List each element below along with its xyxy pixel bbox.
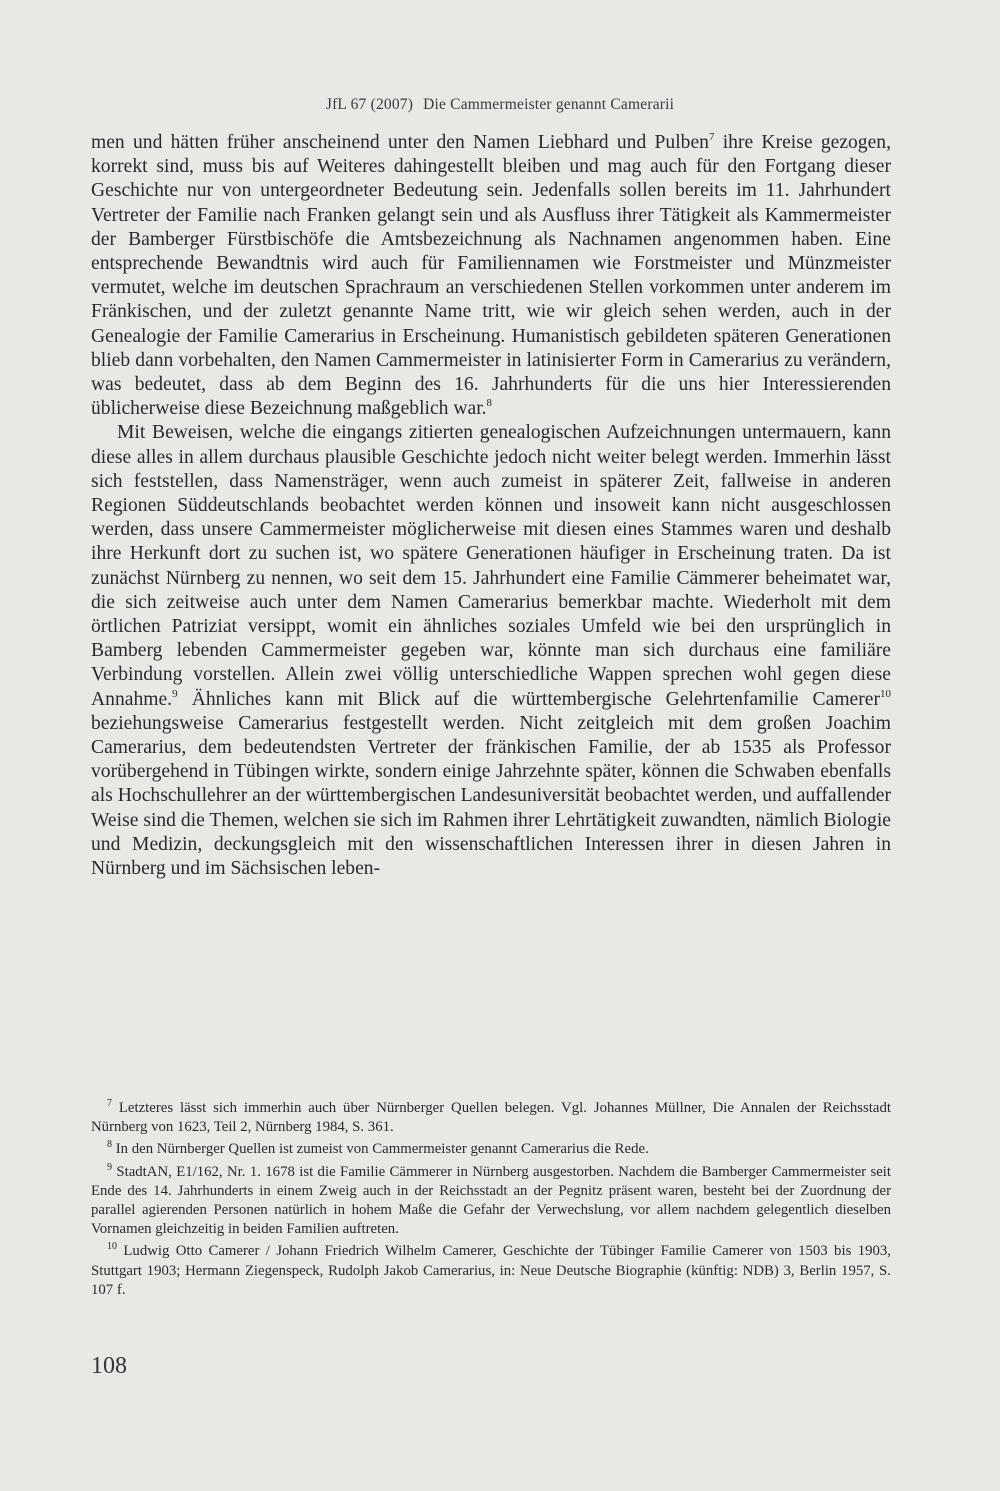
paragraph-1 xyxy=(91,131,891,421)
footnote-number: 9 xyxy=(107,1161,112,1173)
footnote-9 xyxy=(91,1163,891,1240)
footnote-ref-9: 9 xyxy=(172,687,178,700)
footnotes xyxy=(91,1099,891,1303)
body-text xyxy=(91,131,891,881)
footnote-text: In den Nürnberger Quellen ist zumeist von Cammermeister genannt Camerarius die Rede. xyxy=(112,1141,649,1158)
footnote-ref-8: 8 xyxy=(486,397,493,410)
footnote-number: 10 xyxy=(107,1241,117,1253)
page-number: 108 xyxy=(91,1353,127,1379)
footnote-text: Ludwig Otto Camerer / Johann Friedrich Wilhelm Camerer, Geschichte der Tübinger Familie Camerer von 1503 bis 1903, Stuttgart 1903; Hermann Ziegenspeck, Rudolph Jakob Camerarius, in: Neue Deutsche Biographie (künftig: NDB) 3, Berlin 1957, S. 107 f. xyxy=(91,1243,891,1298)
footnote-text: Letzteres lässt sich immerhin auch über Nürnberger Quellen belegen. Vgl. Johannes Müllner, Die Annalen der Reichsstadt Nürnberg von 1623, Teil 2, Nürnberg 1984, S. 361. xyxy=(91,1100,891,1136)
footnote-10 xyxy=(91,1242,891,1300)
paragraph-2-text-c: beziehungsweise Camerarius festgestellt werden. Nicht zeitgleich mit dem großen Joachim Camerarius, dem bedeutendsten Vertreter der fränkischen Familie, der ab 1535 als Professor vorübergehend in Tübingen wirkte, sondern einige Jahrzehnte später, können die Schwaben ebenfalls als Hochschullehrer an der württembergischen Landesuniversität beobachtet werden, und auffallender Weise sind die Themen, welchen sie sich im Rahmen ihrer Lehrtätigkeit zuwandten, nämlich Biologie und Medizin, deckungsgleich mit den wissenschaftlichen Interessen ihrer in diesen Jahren in Nürnberg und im Sächsischen leben- xyxy=(91,712,891,880)
paragraph-2-text-b: Ähnliches kann mit Blick auf die württembergische Gelehrtenfamilie Camerer xyxy=(177,688,880,710)
footnote-text: StadtAN, E1/162, Nr. 1. 1678 ist die Familie Cämmerer in Nürnberg ausgestorben. Nachdem die Bamberger Cammermeister seit Ende des 14. Jahrhunderts in einem Zweig auch in der Reichsstadt an der Pegnitz präsent waren, besteht bei der Zuordnung der parallel agierenden Personen natürlich in hohem Maße die Gefahr der Verwechslung, vor allem nachdem gelegentlich dieselben Vornamen gleichzeitig in beiden Familien auftreten. xyxy=(91,1163,891,1238)
paragraph-1-text-b: ihre Kreise gezogen, korrekt sind, muss bis auf Weiteres dahingestellt bleiben und mag auch für den Fortgang dieser Geschichte nur von untergeordneter Bedeutung sein. Jedenfalls sollen bereits im 11. Jahrhundert Vertreter der Familie nach Franken gelangt sein und als Ausfluss ihrer Tätigkeit als Kammermeister der Bamberger Fürstbischöfe die Amtsbezeichnung als Nachnamen angenommen haben. Eine entsprechende Bewandtnis wird auch für Familiennamen wie Forstmeister und Münzmeister vermutet, welche im deutschen Sprachraum an verschiedenen Stellen vorkommen unter anderem im Fränkischen, und der zuletzt genannte Name tritt, wie wir gleich sehen werden, auch in der Genealogie der Familie Camerarius in Erscheinung. Humanistisch gebildeten späteren Generationen blieb dann vorbehalten, den Namen Cammermeister in latinisierter Form in Camerarius zu verändern, was bedeutet, dass ab dem Beginn des 16. Jahrhunderts für die uns hier Interessierenden üblicherweise diese Bezeichnung maßgeblich war. xyxy=(91,132,891,420)
paragraph-2 xyxy=(91,421,891,881)
footnote-8 xyxy=(91,1140,891,1159)
paragraph-1-text-a: men und hätten früher anscheinend unter den Namen Liebhard und Pulben xyxy=(91,132,709,153)
running-head-title: Die Cammermeister genannt Camerarii xyxy=(423,96,675,113)
running-head xyxy=(0,96,1000,114)
footnote-7 xyxy=(91,1099,891,1137)
footnote-number: 8 xyxy=(107,1139,112,1151)
footnote-ref-7: 7 xyxy=(708,131,715,143)
footnote-ref-10: 10 xyxy=(880,687,891,700)
footnote-number: 7 xyxy=(107,1098,112,1109)
running-head-journal: JfL 67 (2007) xyxy=(325,96,414,113)
paragraph-2-text-a: Mit Beweisen, welche die eingangs zitierten genealogischen Aufzeichnungen untermauern, kann diese alles in allem durchaus plausible Geschichte jedoch nicht weiter belegt werden. Immerhin lässt sich feststellen, dass Namensträger, wenn auch zumeist in späterer Zeit, fallweise in anderen Regionen Süddeutschlands beobachtet werden können und insoweit kann nicht ausgeschlossen werden, dass unsere Cammermeister möglicherweise mit diesen eines Stammes waren und deshalb ihre Herkunft dort zu suchen ist, wo spätere Generationen häufiger in Erscheinung traten. Da ist zunächst Nürnberg zu nennen, wo seit dem 15. Jahrhundert eine Familie Cämmerer beheimatet war, die sich zeitweise auch unter dem Namen Camerarius bemerkbar machte. Wiederholt mit dem örtlichen Patriziat versippt, womit ein ähnliches soziales Umfeld wie bei den ursprünglich in Bamberg lebenden Cammermeister gegeben war, könnte man sich durchaus eine familiäre Verbindung vorstellen. Allein zwei völlig unterschiedliche Wappen sprechen wohl gegen diese Annahme. xyxy=(91,422,891,710)
